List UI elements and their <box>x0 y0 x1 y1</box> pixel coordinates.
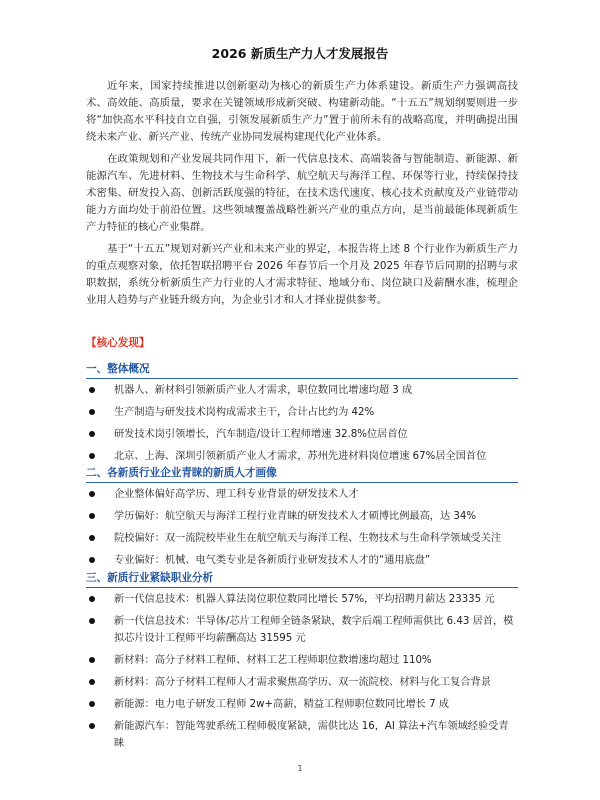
bullet-icon <box>89 513 95 519</box>
list-item <box>86 696 518 713</box>
list-item <box>86 613 518 647</box>
list-item-text: 专业偏好：机械、电气类专业是各新质行业研发技术人才的“通用底盘” <box>114 555 431 566</box>
bullet-icon <box>89 453 95 459</box>
intro-section <box>86 78 518 314</box>
section-list-shortage <box>86 591 518 757</box>
list-item-text: 院校偏好：双一流院校毕业生在航空航天与海洋工程、生物技术与生命科学领域受关注 <box>114 533 502 544</box>
list-item <box>86 718 518 752</box>
bullet-icon <box>89 723 95 729</box>
bullet-icon <box>89 491 95 497</box>
bullet-icon <box>89 596 95 602</box>
section-divider <box>86 378 518 379</box>
bullet-icon <box>89 535 95 541</box>
list-item-text: 机器人、新材料引领新质产业人才需求，职位数同比增速均超 3 成 <box>114 385 413 396</box>
list-item-text: 新一代信息技术：半导体/芯片工程师全链条紧缺，数字后端工程师需供比 6.43 居首，模拟芯片设计工程师平均薪酬高达 31595 元 <box>114 616 514 644</box>
list-item <box>86 426 518 443</box>
intro-paragraph: 在政策规划和产业发展共同作用下，新一代信息技术、高端装备与智能制造、新能源、新能源汽车、先进材料、生物技术与生命科学、航空航天与海洋工程、环保等行业，持续保持技术密集、研发投入高、创新活跃度强的特征，在技术迭代速度、核心技术贡献度及产业链带动能力方面均处于前沿位置。这些领域覆盖战略性新兴产业的重点方向，是当前最能体现新质生产力特征的核心产业集群。 <box>86 153 518 233</box>
list-item <box>86 552 518 569</box>
list-item-text: 新材料：高分子材料工程师人才需求聚焦高学历、双一流院校、材料与化工复合背景 <box>114 677 491 688</box>
bullet-icon <box>89 387 95 393</box>
bullet-icon <box>89 657 95 663</box>
section-list-overview <box>86 382 518 470</box>
list-item-text: 北京、上海、深圳引领新质产业人才需求，苏州先进材料岗位增速 67%居全国首位 <box>114 451 487 462</box>
bullet-icon <box>89 679 95 685</box>
section-heading-shortage: 三、新质行业紧缺职业分析 <box>86 572 214 584</box>
section-heading-overview: 一、整体概况 <box>86 363 150 375</box>
list-item-text: 新能源：电力电子研发工程师 2w+高薪，精益工程师职位数同比增长 7 成 <box>114 699 449 710</box>
list-item-text: 新材料：高分子材料工程师、材料工艺工程师职位数增速均超过 110% <box>114 655 432 666</box>
report-title: 2026 新质生产力人才发展报告 <box>211 46 389 61</box>
intro-paragraph: 近年来，国家持续推进以创新驱动为核心的新质生产力体系建设。新质生产力强调高技术、高效能、高质量，要求在关键领域形成新突破、构建新动能。“十五五”规划纲要则进一步将“加快高水平科技自立自强，引领发展新质生产力”置于前所未有的战略高度，并明确提出围绕未来产业、新兴产业、传统产业协同发展构建现代化产业体系。 <box>86 80 518 143</box>
intro-paragraph: 基于“十五五”规划对新兴产业和未来产业的界定，本报告将上述 8 个行业作为新质生产力的重点观察对象，依托智联招聘平台 2026 年春节后一个月及 2025 年春节后同期的招聘与求职数据，系统分析新质生产力行业的人才需求特征、地域分布、岗位缺口及薪酬水准，梳理企业用人趋势与产业链升级方向，为企业引才和人才择业提供参考。 <box>86 243 518 306</box>
list-item <box>86 404 518 421</box>
list-item <box>86 530 518 547</box>
list-item <box>86 674 518 691</box>
bullet-icon <box>89 618 95 624</box>
list-item <box>86 448 518 465</box>
list-item <box>86 591 518 608</box>
bullet-icon <box>89 557 95 563</box>
section-list-talent-profile <box>86 486 518 574</box>
bullet-icon <box>89 701 95 707</box>
core-findings-label: 【核心发现】 <box>86 337 150 349</box>
section-divider <box>86 587 518 588</box>
section-heading-talent-profile: 二、各新质行业企业青睐的新质人才画像 <box>86 467 277 479</box>
list-item <box>86 486 518 503</box>
page-number: 1 <box>297 764 303 773</box>
list-item-text: 生产制造与研发技术岗构成需求主干，合计占比约为 42% <box>114 407 375 418</box>
bullet-icon <box>89 431 95 437</box>
section-divider <box>86 482 518 483</box>
list-item-text: 学历偏好：航空航天与海洋工程行业青睐的研发技术人才硕博比例最高，达 34% <box>114 511 477 522</box>
list-item <box>86 382 518 399</box>
list-item <box>86 652 518 669</box>
bullet-icon <box>89 409 95 415</box>
list-item-text: 研发技术岗引领增长，汽车制造/设计工程师增速 32.8%位居首位 <box>114 429 408 440</box>
list-item-text: 新一代信息技术：机器人算法岗位职位数同比增长 57%，平均招聘月薪达 23335 元 <box>114 594 495 605</box>
list-item <box>86 508 518 525</box>
list-item-text: 新能源汽车：智能驾驶系统工程师极度紧缺，需供比达 16，AI 算法+汽车领域经验受青睐 <box>114 721 509 749</box>
list-item-text: 企业整体偏好高学历、理工科专业背景的研发技术人才 <box>114 489 359 500</box>
